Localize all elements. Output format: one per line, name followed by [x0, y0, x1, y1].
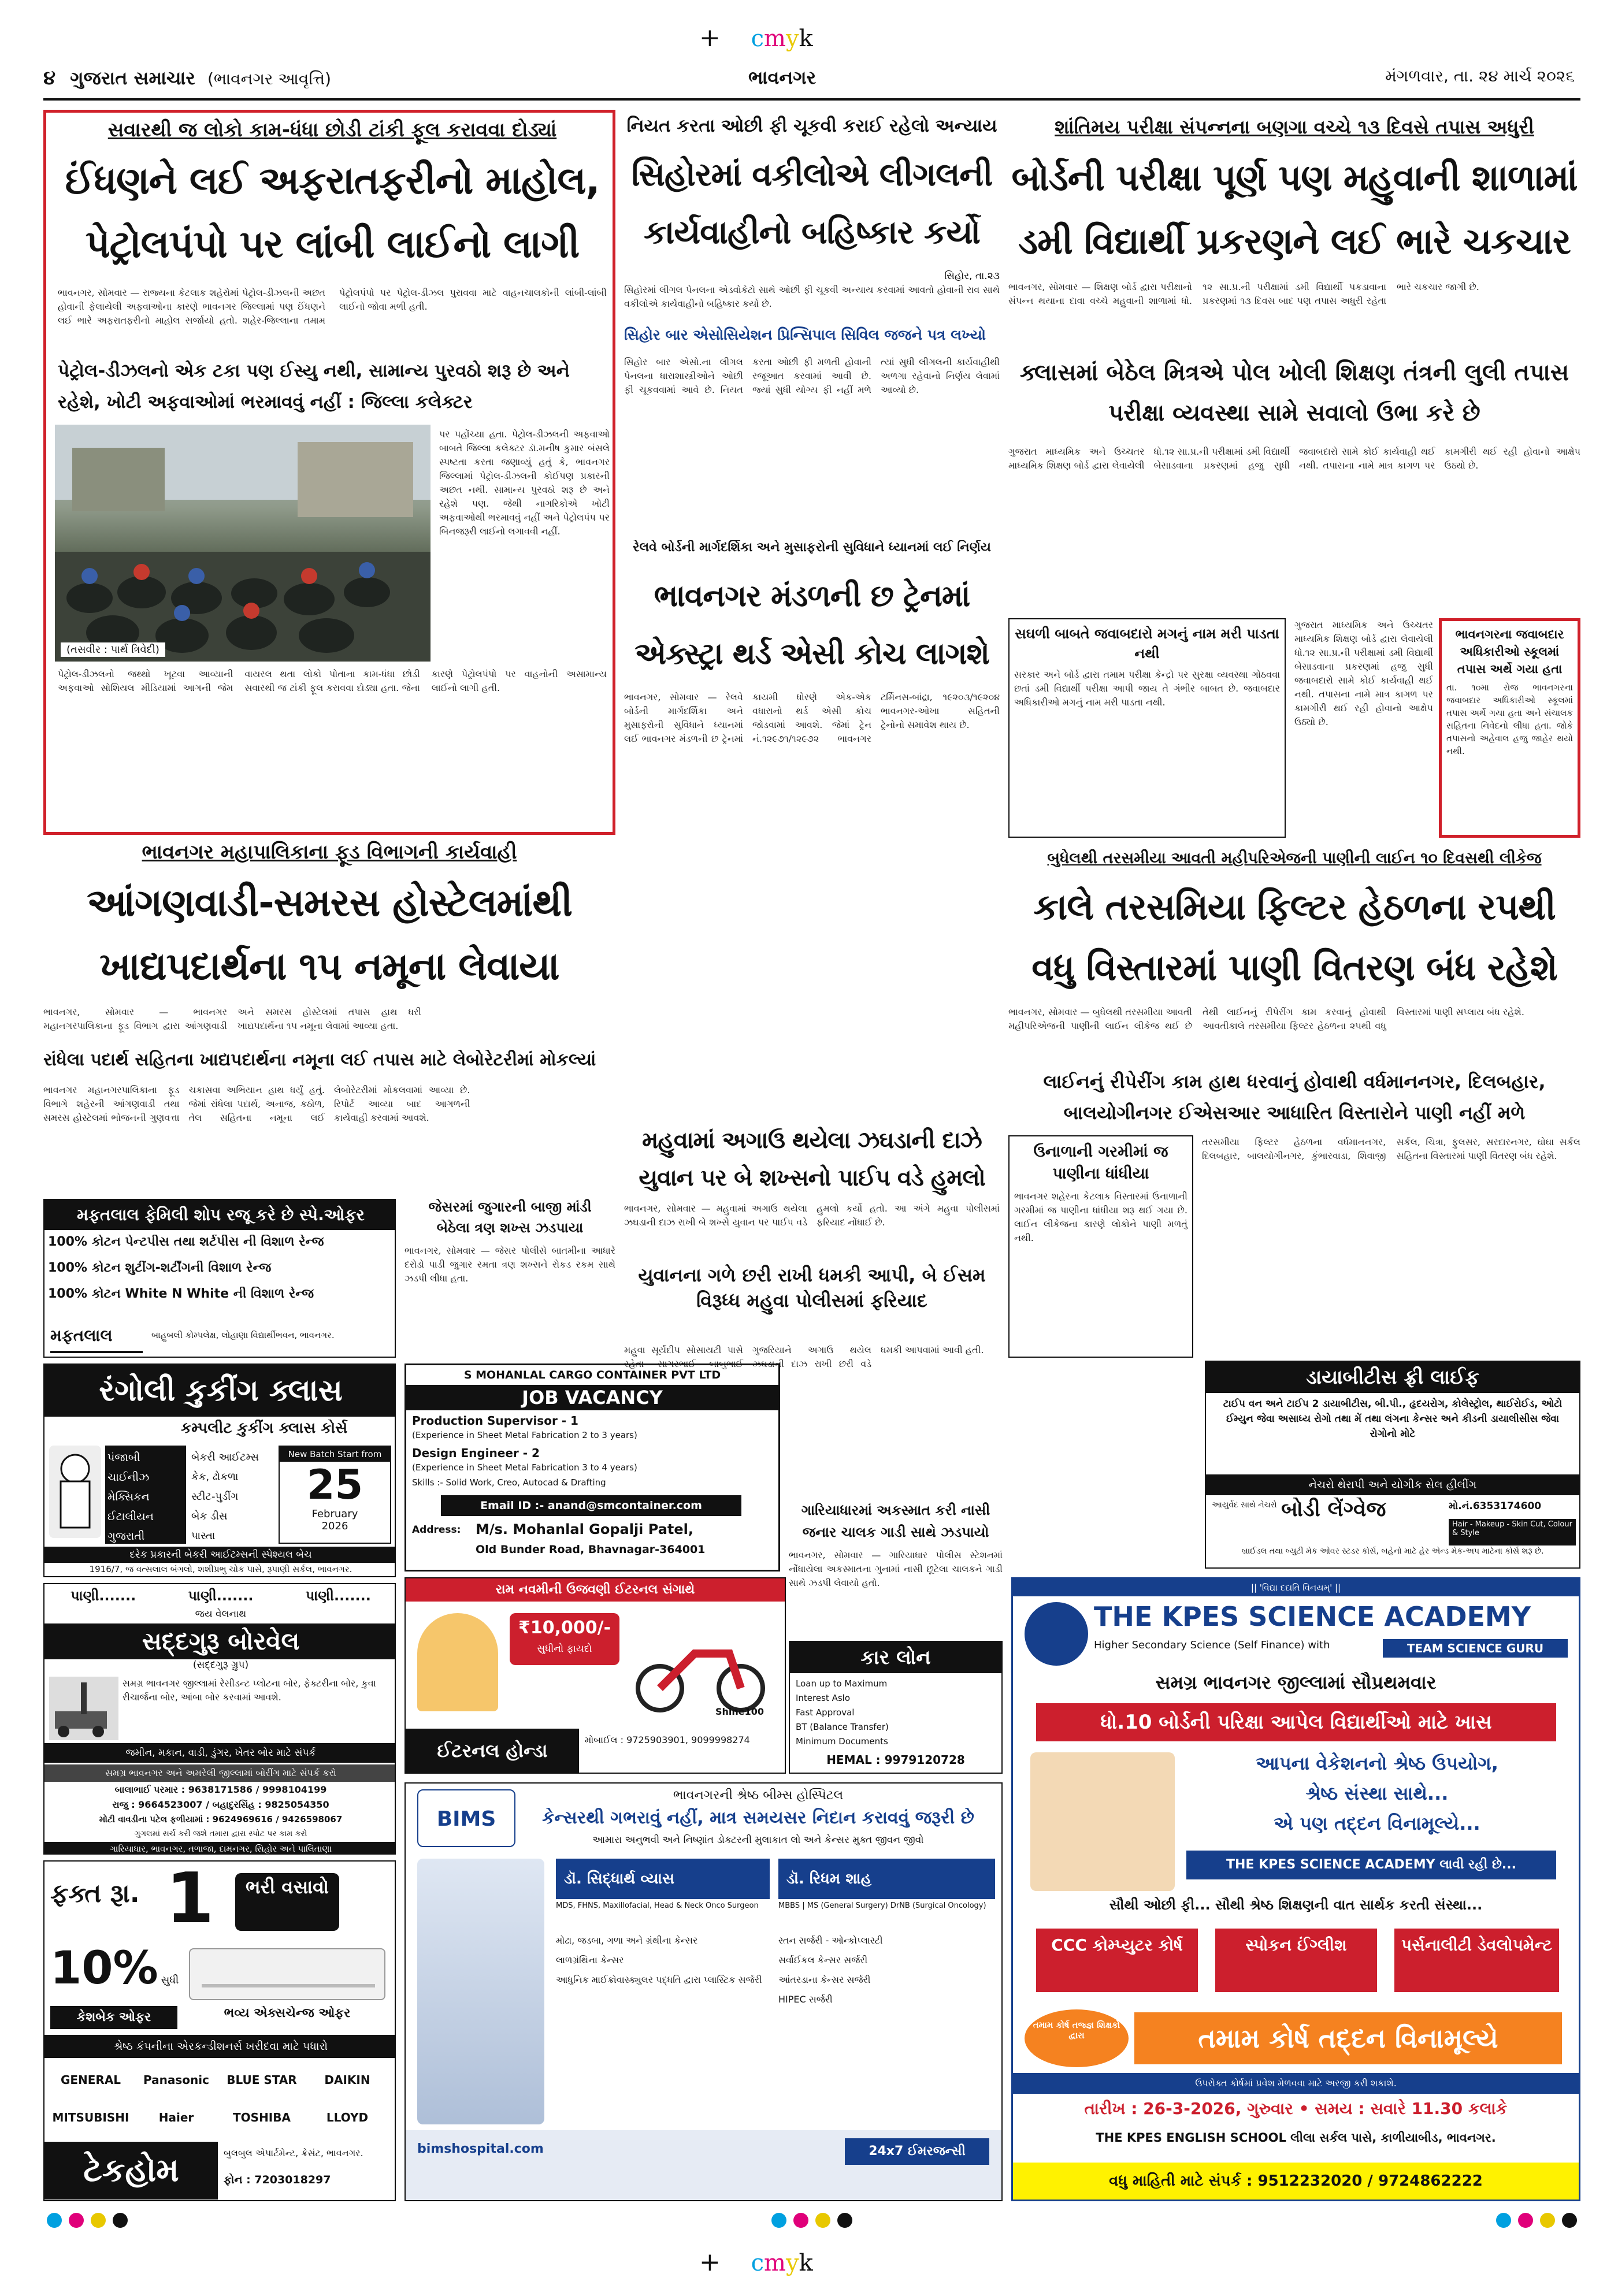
contact-strip: વધુ માહિતી માટે સંપર્ક : 9512232020 / 9724862222 — [1013, 2163, 1579, 2200]
article-subhead: ક્લાસમાં બેઠેલ મિત્રએ પોલ ખોલી શિક્ષણ તંત્રની લુલી તપાસ પરીક્ષા વ્યવસ્થા સામે સવાલો ઉભા કરે છે — [1019, 359, 1569, 426]
brand-logos: GENERAL Panasonic BLUE STAR DAIKIN MITSUBISHI Haier TOSHIBA LLOYD — [52, 2072, 370, 2124]
motorcycle-icon: Shine100 — [631, 1613, 770, 1717]
article-headline: આંગણવાડી-સમરસ હોસ્ટેલમાંથી — [87, 880, 572, 925]
article-body: ભાવનગર, સોમવાર — મહુવામાં અગાઉ થયેલા ઝઘડાની દાઝ રાખી બે શખ્સે યુવાન પર પાઈપ વડે હુમલો કર્યો હતો. આ અંગે મહુવા પોલીસમાં ફરિયાદ નોંધાઈ છે. — [624, 1203, 1000, 1228]
diabetes-phone: મો.નં.6353174600 — [1449, 1500, 1542, 1512]
article-headline-2: ડમી વિદ્યાર્થી પ્રકરણને લઈ ભારે ચકચાર — [1018, 220, 1571, 262]
article-body: ભાવનગર, સોમવાર — જેસર પોલીસે બાતમીના આધારે દરોડો પાડી જુગાર રમતા ત્રણ શખ્સને રોકડ રકમ સાથે ઝડપી લીધા હતા. — [404, 1245, 615, 1284]
event-venue: THE KPES ENGLISH SCHOOL લીલા સર્કલ પાસે, કાળીયાબીડ, ભાવનગર. — [1096, 2131, 1496, 2145]
water-side-box — [1008, 1135, 1193, 1358]
masthead-rule — [43, 98, 1580, 101]
article-gariyadhar — [789, 1502, 1003, 1635]
course-personality[interactable]: પર્સનાલીટી ડેવલોપમેન્ટ — [1394, 1929, 1559, 1992]
red-box-heading: ભાવનગરના જવાબદાર અધિકારીઓ સ્કૂલમાં તપાસ અર્થે ગયા હતા — [1455, 627, 1564, 676]
article-food-samples — [43, 841, 615, 1199]
article-kicker: મહુવામાં અગાઉ થયેલા ઝઘડાની દાઝે — [642, 1127, 982, 1154]
water-box-heading: ઉનાળાની ગરમીમાં જ પાણીના ધાંધીયા — [1033, 1143, 1168, 1183]
article-kicker: ભાવનગર મહાપાલિકાના ફૂડ વિભાગની કાર્યવાહી — [142, 841, 517, 864]
article-kicker: રેલવે બોર્ડની માર્ગદર્શિકા અને મુસાફરોની સુવિધાને ધ્યાનમાં લઈ નિર્ણય — [633, 540, 991, 555]
ad-title: ડાયાબીટીસ ફ્રી લાઈફ — [1206, 1362, 1579, 1393]
article-subhead: સિહોર બાર એસોસિયેશન પ્રિન્સિપાલ સિવિલ જજને પત્ર લખ્યો — [624, 326, 986, 343]
dealer-name: ઈટરનલ હોન્ડા — [406, 1729, 579, 1773]
article-headline: ભાવનગર મંડળની છ ટ્રેનમાં — [654, 579, 970, 614]
city-name: ભાવનગર — [748, 66, 817, 88]
students-photo — [1030, 1752, 1175, 1891]
article-water — [1008, 849, 1580, 1358]
article-headline-2: પેટ્રોલપંપો પર લાંબી લાઈનો લાગી — [85, 222, 580, 266]
ad-address: 1916/7, જ વત્સલાલ બંગલો, શશીપ્રભુ ચોક પાસે, રૂપાણી સર્કલ, ભાવનગર. — [89, 1564, 352, 1574]
ad-headline: કેન્સરથી ગભરાવું નહીં, માત્ર સમયસર નિદાન કરાવવું જરૂરી છે — [542, 1808, 974, 1828]
article-sihor-lawyers — [624, 110, 1000, 532]
promo-band: ધો.10 બોર્ડની પરિક્ષા આપેલ વિદ્યાર્થીઓ માટે ખાસ — [1036, 1703, 1556, 1741]
ad-title: સદ્દગુરૂ બોરવેલ — [44, 1623, 396, 1659]
batch-box: New Batch Start from 25 February 2026 — [279, 1446, 391, 1544]
photo-caption: (તસવીર : પાર્થ ત્રિવેદી) — [61, 642, 165, 657]
ad-line-3: 100% કોટન White N White ની વિશાળ રેન્જ — [48, 1287, 314, 1301]
ad-rangoli-cooking — [43, 1364, 396, 1577]
chef-icon — [49, 1446, 101, 1538]
doctor-2-name: ડૉ. રિધમ શાહ — [778, 1859, 995, 1899]
article-headline-2: કાર્યવાહીનો બહિષ્કાર કર્યો — [644, 214, 980, 251]
free-courses-banner: તમામ કોર્ષ તદ્દન વિનામૂલ્યે — [1134, 2012, 1562, 2064]
course-ccc[interactable]: CCC કોમ્પ્યુટર કોર્ષ — [1036, 1929, 1198, 1992]
article-body-2: તરસમીયા ફિલ્ટર હેઠળના વર્ધમાનનગર, દિલબહાર, બાલયોગીનગર, કુંભારવાડા, શિવાજી સર્કલ, ચિત્રા, ફુલસર, સરદારનગર, ઘોઘા સર્કલ સહિતના વિસ્તારમાં પાણી વિતરણ બંધ રહેશે. — [1202, 1136, 1580, 1161]
ac-unit-icon — [189, 1948, 385, 2000]
article-headline: બેઠેલા ત્રણ શખ્સ ઝડપાયા — [436, 1220, 584, 1236]
article-body: ભાવનગર, સોમવાર — બુધેલથી તરસમીયા આવતી મહીપરિએજની પાણીની લાઈન લીકેજ થઈ છે તેથી લાઈનનું રીપેરીંગ કામ કરવાનું હોવાથી આવતીકાલે તરસમીયા ફિલ્ટર હેઠળના ૨૫થી વધુ વિસ્તારમાં પાણી સપ્લાય બંધ રહેશે. — [1008, 1006, 1524, 1031]
ad-tagline: દરેક પ્રકારની બેકરી આઈટમ્સની સ્પેશ્યલ બેચ — [44, 1547, 396, 1563]
article-subhead: રાંધેલા પદાર્થ સહિતના ખાદ્યપદાર્થના નમૂના લઈ તપાસ માટે લેબોરેટરીમાં મોકલ્યાં — [43, 1050, 596, 1070]
event-date: તારીખ : 26-3-2026, ગુરુવાર • સમય : સવારે 11.30 કલાકે — [1084, 2099, 1508, 2118]
anatomy-illustration — [417, 1859, 544, 2124]
ad-address: બાહુબલી કોમ્પલેક્ષ, લોહાણા વિદ્યાર્થીભવન, ભાવનગર. — [151, 1330, 335, 1340]
article-headline: યુવાન પર બે શખ્સનો પાઈપ વડે હુમલો — [639, 1165, 985, 1191]
brand-logo: મફતલાલ — [50, 1318, 143, 1353]
price-one: 1 — [166, 1862, 214, 1937]
article-jesar-gambling — [404, 1199, 615, 1355]
article-headline: સિહોરમાં વકીલોએ લીગલની — [631, 156, 993, 194]
loan-points: Loan up to Maximum Interest Aslo Fast Approval BT (Balance Transfer) Minimum Documents — [796, 1678, 889, 1747]
article-headline: કાલે તરસમિયા ફિલ્ટર હેઠળના રપથી — [1033, 886, 1556, 928]
cashback: 10% સુધી — [50, 1942, 179, 1994]
cmyk-top: + cmyk — [699, 23, 813, 52]
article-body: ભાવનગર, સોમવાર — ગારિયાધાર પોલીસ સ્ટેશનમાં નોંધાયેલા અકસ્માતના ગુનામાં નાસી છૂટેલા ચાલકને ગાડી સાથે ઝડપી લેવાયો હતો. — [789, 1550, 1003, 1588]
article-trains — [624, 540, 1000, 1118]
paper-name: ગુજરાત સમાચાર — [70, 67, 195, 89]
petrol-queue-photo — [55, 425, 431, 662]
offer-badge: ₹10,000/- સુધીનો ફાયદો — [510, 1613, 619, 1665]
doctor-1-services: મોઢા, જડબા, ગળા અને ગ્રંથીના કેન્સર લાળગ્રંથિના કેન્સર આધુનિક માઈક્રોવાસ્ક્યુલર પદ્ધતિ દ્વારા પ્લાસ્ટિક સર્જરી — [556, 1935, 762, 1985]
ad-job-vacancy: S MOHANLAL CARGO CONTAINER PVT LTD JOB VACANCY Production Supervisor - 1 (Experience in Sheet Metal Fabrication 2 to 3 years) Design Engineer - 2 (Experience in Sheet Metal Fabrication 3 to 4 years) Skills :- Solid Work, Creo, Autocad & Drafting Email ID :- anand@smcontainer.com Address: M/s. Mohanlal Gopalji Patel, Old Bunder Road, Bhavnagar-364001 — [404, 1364, 780, 1571]
ad-title: JOB VACANCY — [406, 1385, 778, 1410]
masthead — [43, 66, 1580, 101]
ad-title: મફતલાલ ફેમિલી શોપ રજૂ કરે છે સ્પે.ઓફર — [44, 1200, 396, 1230]
ad-techhome: ફક્ત રૂા. 1 ભરી વસાવો 10% સુધી કેશબેક ઓફર ભવ્ય એક્સચેન્જ ઓફર શ્રેષ્ઠ કંપનીના એરકન્ડીશનર્સ ખરીદવા માટે પધારો GENERAL Panasonic BLUE STAR DAIKIN MITSUBISHI Haier TOSHIBA LLOYD ટેકહોમ બુલબુલ એપાર્ટમેન્ટ, ક્રેસંટ, ભાવનગર. ફોન : 7203018297 — [43, 1860, 396, 2201]
store-name: ટેકહોમ — [44, 2142, 218, 2200]
article-kicker: નિયત કરતા ઓછી ફી ચૂકવી કરાઈ રહેલો અન્યાય — [626, 116, 997, 136]
article-subhead: લાઈનનું રીપેરીંગ કામ હાથ ધરવાનું હોવાથી વર્ધમાનનગર, દિલબહાર, બાલયોગીનગર ઈએસઆર આધારિત વિસ્તારોને પાણી નહીં મળે — [1043, 1071, 1546, 1124]
store-phone: ફોન : 7203018297 — [224, 2174, 331, 2186]
ad-body: સમગ્ર ભાવનગર જીલ્લામાં રેસીડન્ટ પ્લોટના બોર, ફેક્ટરીના બોર, કુવા રીચાર્જના બોર, આંબા બોર કરવામાં આવશે. — [123, 1678, 376, 1703]
side-box-responsible — [1008, 618, 1286, 838]
article-kicker: સવારથી જ લોકો કામ-ધંધા છોડી ટાંકી ફૂલ કરાવવા દોડ્યાં — [107, 118, 557, 142]
ad-top-line: પાણી....... પાણી....... પાણી....... — [70, 1588, 371, 1604]
article-body: ભાવનગર, સોમવાર — ભાવનગર મહાનગરપાલિકાના ફૂડ વિભાગ દ્વારા આંગણવાડી અને સમરસ હોસ્ટેલમાં તપાસ હાથ ધરી ખાદ્યપદાર્થના ૧૫ નમૂના લેવામાં આવ્યા હતા. — [43, 1006, 421, 1031]
ad-sadguru-borewell: પાણી....... પાણી....... પાણી....... જય વેલનાથ સદ્દગુરૂ બોરવેલ (સદ્દગુરૂ ગ્રુપ) સમગ્ર ભાવનગર જીલ્લામાં રેસીડન્ટ પ્લોટના બોર, ફેક્ટરીના બોર, કુવા રીચાર્જના બોર, આંબા બોર કરવામાં આવશે. જમીન, મકાન, વાડી, ડુંગર, ખેતર બોર માટે સંપર્ક સમગ્ર ભાવનગર અને અમરેલી જીલ્લામાં બોરીંગ માટે સંપર્ક કરો બાલાભાઈ પરમાર : 9638171586 / 9998104199 રાજુ : 9664523007 / બહાદુરસિંહ : 9825054350 મોટી વાવડીના પટેલ ફળીયામાં : 9624969616 / 9426598067 ગુગલમાં સર્ચ કરી જશે તમારા દ્વારા સ્પોટ પર કામ કરો ગારિયાધાર, ભાવનગર, તળાજા, દામનગર, સિહોર અને પાલિતાણા — [43, 1583, 396, 1855]
article-kicker: શાંતિમય પરીક્ષા સંપન્નના બણગા વચ્ચે ૧૩ દિવસે તપાસ અધુરી — [1055, 116, 1534, 138]
ad-mafatlal — [43, 1199, 396, 1358]
contact-2: રાજુ : 9664523007 / બહાદુરસિંહ : 9825054350 — [112, 1799, 329, 1810]
ad-footer — [406, 2130, 1001, 2200]
drill-rig-icon — [49, 1677, 118, 1740]
article-body-2: ગુજરાત માધ્યમિક અને ઉચ્ચતર માધ્યમિક શિક્ષણ બોર્ડ દ્વારા લેવાયેલી ધો.૧૨ સા.પ્ર.ની પરીક્ષામાં ડમી વિદ્યાર્થી બેસાડવાના પ્રકરણમાં હજુ સુધી જવાબદારો સામે કોઈ કાર્યવાહી થઈ નથી. તપાસના નામે માત્ર કાગળ પર કામગીરી થઈ રહી હોવાનો આક્ષેપ ઉઠ્યો છે. — [1008, 446, 1580, 471]
article-body-col: પર પહોંચ્યા હતા. પેટ્રોલ-ડીઝલની અફવાઓ બાબતે જિલ્લા કલેક્ટર ડૉ.મનીષ કુમાર બંસલે સ્પષ્ટતા કરતા જણાવ્યું હતું કે, ભાવનગર જિલ્લામાં પેટ્રોલ-ડીઝલની કોઈપણ પ્રકારની અછત નથી. સામાન્ય પુરવઠો શરૂ છે અને રહેશે પણ. જેથી નાગરિકોએ ખોટી અફવાઓથી ભરમાવવું નહીં અને પેટ્રોલપંપ પર બિનજરૂરી લાઈનો લગાવવી નહીં. — [439, 429, 610, 537]
article-body: સિહોર બાર એસો.ના લીગલ પેનલના ધારાશાસ્ત્રીઓને ઓછી ફી ચૂકવવામાં આવે છે. નિયત કરતા ઓછી ફી મળતી હોવાની રજૂઆત કરવામાં આવી છે. જ્યાં સુધી યોગ્ય ફી નહીં મળે ત્યાં સુધી લીગલની કાર્યવાહીથી અળગા રહેવાનો નિર્ણય લેવામાં આવ્યો છે. — [624, 356, 1000, 395]
doctor-1-name: ડૉ. સિદ્ધાર્થ વ્યાસ — [556, 1859, 770, 1899]
article-subhead: પેટ્રોલ-ડીઝલનો એક ટકા પણ ઈસ્યુ નથી, સામાન્ય પુરવઠો શરૂ છે અને રહેશે, ખોટી અફવાઓમાં ભરમાવવું નહીં : જિલ્લા કલેક્ટર — [58, 361, 570, 413]
contact-3: મોટી વાવડીના પટેલ ફળીયામાં : 9624969616 / 9426598067 — [99, 1814, 343, 1825]
ad-eternal-honda: રામ નવમીની ઉજવણી ઈટરનલ સંગાથે ₹10,000/- સુધીનો ફાયદો Shine100 ઈટરનલ હોન્ડા મોબાઈલ : 9725903901, 9099998274 — [404, 1577, 786, 1774]
article-headline-2: એક્સ્ટ્રા થર્ડ એસી કોચ લાગશે — [634, 637, 989, 671]
article-body: ભાવનગર, સોમવાર — શિક્ષણ બોર્ડ દ્વારા પરીક્ષાનો સંપન્ન થયાના દાવા વચ્ચે મહુવાની શાળામાં ધો. ૧૨ સા.પ્ર.ની પરીક્ષામાં ડમી વિદ્યાર્થી પકડાવાના પ્રકરણમાં ૧૩ દિવસ બાદ પણ તપાસ અધુરી રહેતા ભારે ચકચાર જાગી છે. — [1008, 281, 1479, 306]
ad-line-2: 100% કોટન શુટીંગ-શર્ટીંગની વિશાળ રેન્જ — [48, 1261, 272, 1275]
ad-bims-hospital: ભાવનગરની શ્રેષ્ઠ બીમ્સ હોસ્પિટલ BIMS કેન્સરથી ગભરાવું નહીં, માત્ર સમયસર નિદાન કરાવવું જરૂરી છે આમારા અનુભવી અને નિષ્ણાંત ડોક્ટરની મુલાકાત લો અને કેન્સર મુક્ત જીવન જીવો ડૉ. સિદ્ધાર્થ વ્યાસ MDS, FHNS, Maxillofacial, Head & Neck Onco Surgeon ડૉ. રિધમ શાહ MBBS | MS (General Surgery) DrNB (Surgical Oncology) મોઢા, જડબા, ગળા અને ગ્રંથીના કેન્સર લાળગ્રંથિના કેન્સર આધુનિક માઈક્રોવાસ્ક્યુલર પદ્ધતિ દ્વારા પ્લાસ્ટિક સર્જરી સ્તન સર્જરી - ઓન્કોપ્લાસ્ટી સર્વાઈકલ કેન્સર સર્જરી આંતરડાના કેન્સર સર્જરી HIPEC સર્જરી bimshospital.com 24x7 ઈમરજન્સી — [404, 1782, 1003, 2201]
article-headline-2: વધુ વિસ્તારમાં પાણી વિતરણ બંધ રહેશે — [1031, 946, 1557, 989]
loan-phone: HEMAL : 9979120728 — [826, 1753, 965, 1767]
course-spoken-english[interactable]: સ્પોકન ઈંગ્લીશ — [1215, 1929, 1377, 1992]
doctor-2-services: સ્તન સર્જરી - ઓન્કોપ્લાસ્ટી સર્વાઈકલ કેન્સર સર્જરી આંતરડાના કેન્સર સર્જરી HIPEC સર્જરી — [778, 1935, 883, 2005]
article-kicker: ગારિયાધારમાં અકસ્માત કરી નાસી — [801, 1502, 990, 1518]
article-headline: ઈંધણને લઈ અફરાતફરીનો માહોલ, — [65, 158, 600, 203]
ad-line-1: 100% કોટન પેન્ટપીસ તથા શર્ટપીસ ની વિશાળ રેન્જ — [48, 1235, 324, 1249]
ad-title: કાર લોન — [790, 1642, 1001, 1673]
ad-car-loan — [789, 1641, 1003, 1774]
academy-logo — [1025, 1602, 1088, 1666]
academy-title: THE KPES SCIENCE ACADEMY — [1094, 1601, 1531, 1632]
emergency-badge: 24x7 ઈમરજન્સી — [845, 2138, 989, 2165]
ad-ribbon: રામ નવમીની ઉજવણી ઈટરનલ સંગાથે — [406, 1578, 785, 1602]
article-fuel — [43, 110, 615, 835]
article-headline-2: ખાદ્યપદાર્થના ૧૫ નમૂના લેવાયા — [99, 944, 559, 989]
article-kicker: બુધેલથી તરસમીયા આવતી મહીપરિએજની પાણીની લાઈન ૧૦ દિવસથી લીકેજ — [1047, 849, 1542, 867]
red-box-body: તા. ૧૦મા રોજ ભાવનગરના જવાબદાર અધિકારીઓ સ્કૂલમાં તપાસ અર્થે ગયા હતા અને સંચાલક સહિતના નિવેદનો લીધા હતા. જોકે તપાસનો અહેવાલ હજુ જાહેર થયો નથી. — [1446, 682, 1573, 756]
water-box-body: ભાવનગર શહેરના કેટલાક વિસ્તારમાં ઉનાળાની ગરમીમાં જ પાણીના ધાંધીયા શરૂ થઈ ગયા છે. લાઈન લીકેજના કારણે લોકોને પાણી મળતું નથી. — [1014, 1191, 1187, 1243]
cuisine-list: પંજાબી ચાઈનીઝ મેક્સિકન ઈટાલીયન ગુજરાતી — [105, 1446, 186, 1544]
body-language-logo: બોડી લેંગ્વેજ — [1281, 1498, 1386, 1521]
article-lead: સિહોરમાં લીગલ પેનલના એડવોકેટો સાથે ઓછી ફી ચૂકવી અન્યાય કરવામાં આવતો હોવાની રાવ સાથે વકીલોએ કાર્યવાહીનો બહિષ્કાર કર્યો છે. — [624, 284, 1000, 309]
registration-dots — [43, 2213, 1580, 2236]
date: મંગળવાર, તા. ૨૪ માર્ચ ૨૦૨૬ — [1385, 66, 1575, 86]
article-body: ભાવનગર, સોમવાર — રાજ્યના કેટલાક શહેરોમાં પેટ્રોલ-ડીઝલની અછત હોવાની ફેલાયેલી અફવાઓના કારણે ભાવનગર જિલ્લામાં પણ ઈંધણને લઈ ભારે અફરાતફરીનો માહોલ સર્જાયો હતો. શહેર-જિલ્લાના તમામ પેટ્રોલપંપો પર પેટ્રોલ-ડીઝલ પુરાવવા માટે વાહનચાલકોની લાંબી-લાંબી લાઈનો જોવા મળી હતી. — [58, 287, 607, 326]
article-mahuva-exam — [1008, 110, 1580, 844]
article-headline: જનાર ચાલક ગાડી સાથે ઝડપાયો — [802, 1524, 989, 1540]
job-email[interactable]: Email ID :- anand@smcontainer.com — [441, 1495, 741, 1516]
article-kicker: જેસરમાં જુગારની બાજી માંડી — [428, 1199, 592, 1215]
page-number: ૪ — [43, 66, 56, 90]
side-box-heading: સઘળી બાબતે જવાબદારો મગનું નામ મરી પાડતા નથી — [1015, 626, 1279, 662]
ad-subtitle: કમ્પલીટ કુકીંગ ક્લાસ કોર્સ — [180, 1420, 348, 1437]
article-body: ભાવનગર, સોમવાર — રેલવે બોર્ડની માર્ગદર્શિકા અને મુસાફરોની સુવિધાને ધ્યાનમાં લઈ ભાવનગર મંડળની છ ટ્રેનમાં કાયમી ધોરણે એક-એક વધારાનો થર્ડ એસી કોચ જોડવામાં આવશે. જેમાં ટ્રેન નં.૧૨૯૭૧/૧૨૯૭૨ ભાવનગર ટર્મિનસ-બાંદ્રા, ૧૯૨૦૩/૧૯૨૦૪ ભાવનગર-ઓખા સહિતની ટ્રેનોનો સમાવેશ થાય છે. — [624, 692, 1000, 744]
edition: (ભાવનગર આવૃત્તિ) — [207, 69, 332, 88]
red-box-officers — [1439, 618, 1580, 838]
article-body-2: મહુવા સૂર્યદીપ સોસાયટી પાસે રહેતા સાગરભાઈ બાબુભાઈ ગુજરિયાને અગાઉ થયેલ ઝઘડાની દાઝ રાખી છરી વડે ધમકી આપવામાં આવી હતી. — [624, 1344, 984, 1369]
batch-day: 25 — [306, 1461, 363, 1509]
ad-title: રંગોલી કુકીંગ ક્લાસ — [44, 1365, 396, 1417]
ad-diabetes-free: ડાયાબીટીસ ફ્રી લાઈફ ટાઈપ વન અને ટાઈપ 2 ડાયાબીટીસ, બી.પી., હૃદયરોગ, કોલેસ્ટ્રોલ, થાઈરોઈડ, ઓટો ઈમ્યુન જેવા અસાધ્ય રોગો તથા મેં તથા લંગના કેન્સર અને કીડની ડાયાલીસીસ જેવા રોગોનો મોટે નેચરો થેરાપી અને યોગીક સેલ હીલીંગ આયુર્વેદ સાથે નેચરો બોડી લેંગ્વેજ મો.નં.6353174600 Hair - Makeup - Skin Cut, Colour & Style બ્રાઈડલ તથા બ્યુટી મેક ઓવર સ્ટડર કોર્સ, બહેનો માટે હેર એન્ડ મેક-અપ માટેના કોર્સ શરૂ છે. — [1205, 1361, 1580, 1569]
article-body-3: ગુજરાત માધ્યમિક અને ઉચ્ચતર માધ્યમિક શિક્ષણ બોર્ડ દ્વારા લેવાયેલી ધો.૧૨ સા.પ્ર.ની પરીક્ષામાં ડમી વિદ્યાર્થી બેસાડવાના પ્રકરણમાં હજુ સુધી જવાબદારો સામે કોઈ કાર્યવાહી થઈ નથી. તપાસના નામે માત્ર કાગળ પર કામગીરી થઈ રહી હોવાનો આક્ષેપ ઉઠ્યો છે. — [1294, 619, 1433, 727]
article-body-bottom: પેટ્રોલ-ડીઝલનો જથ્થો ખૂટવા આવ્યાની અફવાઓ સોશિયલ મીડિયામાં આગની જેમ વાયરલ થતા લોકો પોતાના કામ-ધંધા છોડી સવારથી જ ટાંકી ફૂલ કરાવવા દોડ્યા હતા. જેના કારણે પેટ્રોલપંપો પર વાહનોની અસામાન્ય લાઈનો લાગી હતી. — [58, 668, 607, 693]
contact-1: બાલાભાઈ પરમાર : 9638171586 / 9998104199 — [114, 1784, 327, 1795]
article-subhead: યુવાનના ગળે છરી રાખી ધમકી આપી, બે ઈસમ વિરૂધ્ધ મહુવા પોલીસમાં ફરિયાદ — [638, 1264, 986, 1312]
side-box-body: સરકાર અને બોર્ડ દ્વારા તમામ પરીક્ષા કેન્દ્રો પર સુરક્ષા વ્યવસ્થા ગોઠવવા છતાં ડમી વિદ્યાર્થી પરીક્ષા આપી જાય તે ગંભીર બાબત છે. જવાબદાર અધિકારીઓ મગનું નામ મરી પાડતા નથી. — [1014, 669, 1280, 708]
hospital-site[interactable]: bimshospital.com — [417, 2142, 544, 2156]
hospital-logo: BIMS — [417, 1789, 515, 1847]
bakery-list: બેકરી આઈટમ્સ કેક, ઢોકળા સ્ટીટ-પુડીંગ બેક ડીસ પાસ્તા — [191, 1451, 259, 1542]
dateline: સિહોર, તા.૨૩ — [944, 270, 1000, 282]
cmyk-bottom: + cmyk — [699, 2247, 813, 2277]
street-scene-illustration — [55, 425, 431, 662]
article-body-2: ભાવનગર મહાનગરપાલિકાના ફૂડ વિભાગે શહેરની આંગણવાડી તથા સમરસ હોસ્ટેલમાં ભોજનની ગુણવત્તા ચકાસવા અભિયાન હાથ ધર્યું હતું. જેમાં રાંધેલા પદાર્થ, અનાજ, કઠોળ, તેલ સહિતના નમૂના લઈ લેબોરેટરીમાં મોકલવામાં આવ્યા છે. રિપોર્ટ આવ્યા બાદ આગળની કાર્યવાહી કરવામાં આવશે. — [43, 1084, 470, 1123]
rama-icon — [417, 1613, 498, 1711]
article-headline: બોર્ડની પરીક્ષા પૂર્ણ પણ મહુવાની શાળામાં — [1011, 157, 1578, 199]
ad-kpes-academy: || 'વિદ્યા દદાતિ વિનયમ્' || THE KPES SCIENCE ACADEMY Higher Secondary Science (Self Finance) with TEAM SCIENCE GURU સમગ્ર ભાવનગર જીલ્લામાં સૌપ્રથમવાર ધો.10 બોર્ડની પરિક્ષા આપેલ વિદ્યાર્થીઓ માટે ખાસ આપના વેકેશનનો શ્રેષ્ઠ ઉપયોગ, શ્રેષ્ઠ સંસ્થા સાથે... એ પણ તદ્દન વિનામૂલ્યે... THE KPES SCIENCE ACADEMY લાવી રહી છે... સૌથી ઓછી ફી... સૌથી શ્રેષ્ઠ શિક્ષણની વાત સાર્થક કરતી સંસ્થા... CCC કોમ્પ્યુટર કોર્ષ સ્પોકન ઈંગ્લીશ પર્સનાલીટી ડેવલોપમેન્ટ તમામ કોર્ષ તજ્જ્ઞ શિક્ષકો દ્વારા તમામ કોર્ષ તદ્દન વિનામૂલ્યે ઉપરોક્ત કોર્ષમાં પ્રવેશ મેળવવા માટે અરજી કરી શકાશે. તારીખ : 26-3-2026, ગુરુવાર • સમય : સવારે 11.30 કલાકે THE KPES ENGLISH SCHOOL લીલા સર્કલ પાસે, કાળીયાબીડ, ભાવનગર. વધુ માહિતી માટે સંપર્ક : 9512232020 / 9724862222 — [1011, 1577, 1580, 2201]
